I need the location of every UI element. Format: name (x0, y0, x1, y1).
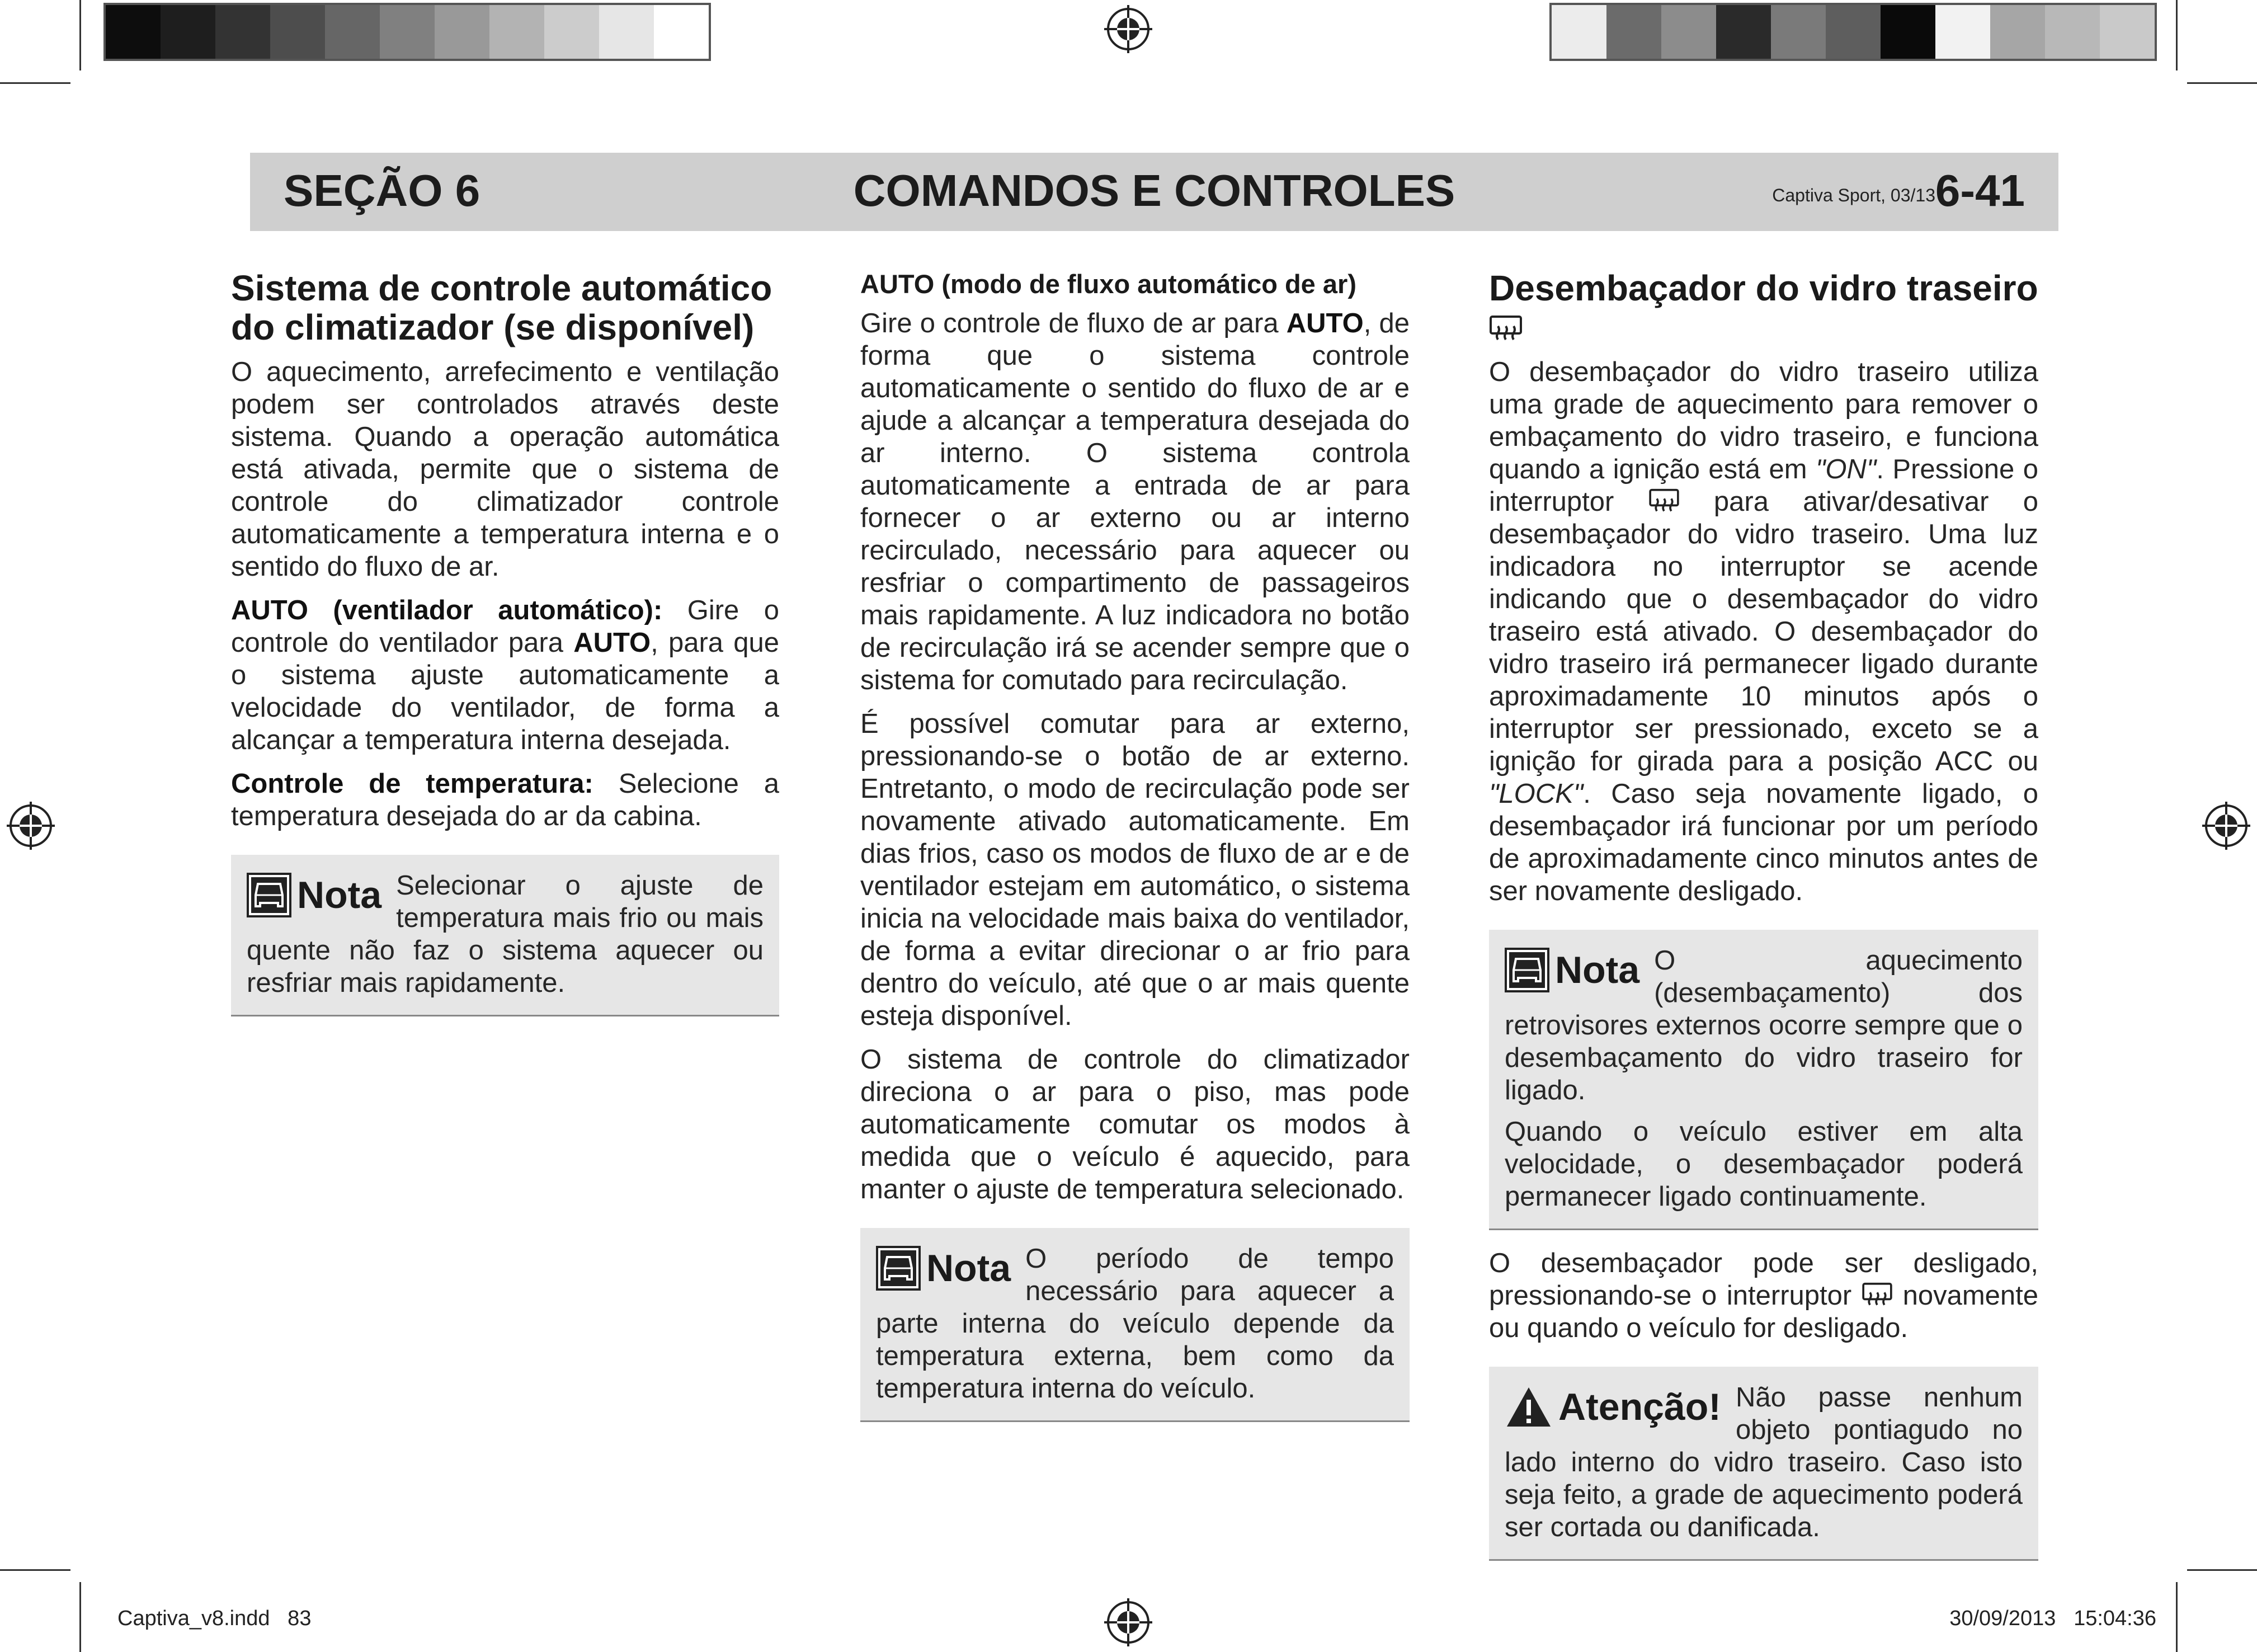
crop-mark (79, 1582, 81, 1652)
column-1 (231, 269, 779, 1033)
color-swatch (599, 5, 654, 59)
warning-box (1489, 1367, 2038, 1561)
chapter-title: COMANDOS E CONTROLES (853, 166, 1455, 215)
model-label: Captiva Sport, 03/13 (1772, 185, 1935, 205)
note-car-icon (247, 873, 291, 917)
color-swatch (106, 5, 161, 59)
column-2 (860, 269, 1410, 1439)
crop-mark (2176, 1582, 2178, 1652)
color-swatch (1990, 5, 2045, 59)
color-swatches-left (103, 3, 711, 61)
registration-mark-icon (1104, 1598, 1152, 1646)
term-label: AUTO (ventilador automático): (231, 595, 663, 625)
crop-mark (2187, 1569, 2257, 1571)
paragraph: O desembaçador pode ser desligado, pressionando-se o interruptor novamente ou quando o veículo for desligado. (1489, 1248, 2039, 1343)
color-swatch (325, 5, 380, 59)
note-text: O aquecimento (desembaçamento) dos retrovisores externos ocorre sempre que o desembaçamento do vidro traseiro for ligado. (1505, 945, 2023, 1105)
note-car-icon (876, 1246, 921, 1291)
note-car-icon (1505, 948, 1549, 992)
paragraph: Gire o controle de fluxo de ar para AUTO, de forma que o sistema controle automaticamente o sentido do fluxo de ar e ajude a alcançar a temperatura desejada do ar interno. O sistema controla automaticamente a entrada de ar para fornecer o ar externo ou ar interno recirculado, necessário para aquecer ou resfriar o compartimento de passageiros mais rapidamente. A luz indicadora no botão de recirculação irá se acender sempre que o sistema for comutado para recirculação. (860, 308, 1410, 695)
color-swatch (1881, 5, 1935, 59)
color-swatch (1826, 5, 1881, 59)
page-number: 6-41 (1935, 166, 2025, 215)
color-swatch (380, 5, 435, 59)
warning-text: Não passe nenhum objeto pontiagudo no lado interno do vidro traseiro. Caso isto seja feito, a grade de aquecimento poderá ser cortada ou danificada. (1505, 1382, 2023, 1542)
section-label: SEÇÃO 6 (284, 166, 480, 215)
note-box (231, 855, 779, 1016)
crop-mark (79, 0, 81, 70)
color-swatch (489, 5, 544, 59)
note-text: Selecionar o ajuste de temperatura mais frio ou mais quente não faz o sistema aquecer ou resfriar mais rapidamente. (247, 870, 764, 998)
paragraph: É possível comutar para ar externo, pressionando-se o botão de ar externo. Entretanto, o modo de recirculação pode ser novamente ativado automaticamente. Em dias frios, caso os modos de fluxo de ar e de ventilador estejam em automático, o sistema inicia na velocidade mais baixa do ventilador, de forma a evitar direcionar o ar frio para dentro do veículo, até que o ar mais quente esteja disponível. (860, 709, 1410, 1031)
color-swatch (654, 5, 709, 59)
registration-mark-icon (2202, 802, 2250, 850)
note-text: Quando o veículo estiver em alta velocidade, o desembaçador poderá permanecer ligado continuamente. (1505, 1117, 2023, 1212)
paragraph: O aquecimento, arrefecimento e ventilação podem ser controlados através deste sistema. Quando a operação automática está ativada, permite que o sistema de controle do climatizador controle automaticamente a temperatura interna e o sentido do fluxo de ar. (231, 357, 779, 582)
color-swatch (1606, 5, 1661, 59)
registration-mark-icon (1104, 5, 1152, 53)
paragraph: O desembaçador do vidro traseiro utiliza uma grade de aquecimento para remover o embaçamento do vidro traseiro, e funciona quando a ignição está em "ON". Pressione o interruptor para ativar/desativar o desembaçador do vidro traseiro. Uma luz indicadora no interruptor se acende indicando que o desembaçador do vidro traseiro está ativado. O desembaçador do vidro traseiro irá permanecer ligado durante aproximadamente 10 minutos após o interruptor ser pressionado, exceto se a ignição for girada para a posição ACC ou "LOCK". Caso seja novamente ligado, o desembaçador irá funcionar por um período de aproximadamente cinco minutos antes de ser novamente desligado. (1489, 357, 2039, 906)
color-swatch (1552, 5, 1606, 59)
color-swatch (215, 5, 270, 59)
note-label: Nota (926, 1247, 1011, 1289)
color-swatch (1771, 5, 1826, 59)
rear-defrost-icon (1489, 315, 1523, 343)
note-label: Nota (297, 874, 382, 916)
note-text: O período de tempo necessário para aquecer a parte interna do veículo depende da temperatura externa, bem como da temperatura interna do veículo. (876, 1244, 1394, 1404)
color-swatch (1716, 5, 1771, 59)
print-timestamp: 30/09/2013 15:04:36 (1949, 1607, 2156, 1630)
color-swatch (1661, 5, 1716, 59)
color-swatches-right (1549, 3, 2157, 61)
color-swatch (161, 5, 215, 59)
crop-mark (0, 82, 70, 84)
paragraph: O sistema de controle do climatizador direciona o ar para o piso, mas pode automaticamente comutar os modos à medida que o veículo é aquecido, para manter o ajuste de temperatura selecionado. (860, 1044, 1410, 1204)
color-swatch (544, 5, 599, 59)
paragraph: AUTO (ventilador automático): Gire o controle do ventilador para AUTO, para que o sistema ajuste automaticamente a velocidade do ventilador, de forma a alcançar a temperatura interna desejada. (231, 595, 779, 755)
crop-mark (2176, 0, 2178, 70)
note-label: Nota (1555, 949, 1640, 991)
color-swatch (270, 5, 325, 59)
paragraph: Controle de temperatura: Selecione a temperatura desejada do ar da cabina. (231, 769, 779, 831)
file-slug: Captiva_v8.indd 83 (117, 1607, 312, 1630)
term-label: Controle de temperatura: (231, 769, 593, 799)
warning-label: Atenção! (1558, 1386, 1721, 1428)
crop-mark (0, 1569, 70, 1571)
color-swatch (435, 5, 489, 59)
color-swatch (2045, 5, 2100, 59)
registration-mark-icon (7, 802, 55, 850)
warning-triangle-icon (1505, 1385, 1553, 1429)
section-heading: Desembaçador do vidro traseiro (1489, 269, 2038, 347)
column-3 (1489, 269, 2038, 1578)
color-swatch (2100, 5, 2155, 59)
note-box (1489, 930, 2038, 1230)
color-swatch (1935, 5, 1990, 59)
rear-defrost-icon (1648, 488, 1680, 514)
rear-defrost-icon (1862, 1282, 1893, 1308)
note-box (860, 1228, 1410, 1422)
subheading: AUTO (modo de fluxo automático de ar) (860, 269, 1356, 299)
page-header (250, 153, 2058, 231)
section-heading: Sistema de controle automático do climatizador (se disponível) (231, 268, 772, 347)
crop-mark (2187, 82, 2257, 84)
